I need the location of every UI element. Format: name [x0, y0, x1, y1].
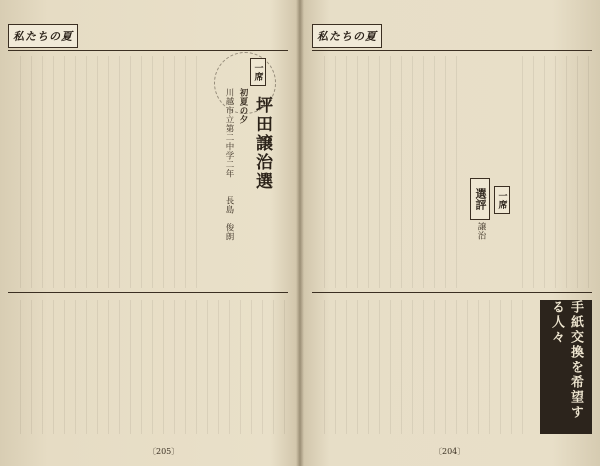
right-banner [312, 24, 382, 48]
left-name-list [10, 300, 288, 434]
left-top-rule [8, 50, 288, 51]
left-mid-rule [8, 292, 288, 293]
letter-exchange-label: 手紙交換を希望する人々 [549, 300, 583, 420]
right-name-list [314, 300, 532, 434]
left-award-box [250, 58, 266, 86]
right-upper-body-left [314, 56, 464, 288]
left-page [0, 0, 296, 466]
selector-title: 坪田譲治選 [252, 96, 272, 191]
right-page [304, 0, 600, 466]
review-title-box [470, 178, 490, 220]
right-mid-rule [312, 292, 592, 293]
poem-title: 初夏の夕 [238, 88, 248, 124]
left-page-number: 〔205〕 [148, 447, 180, 456]
review-title: 選評 [474, 188, 487, 210]
review-subtitle: 譲治 [476, 222, 486, 240]
right-banner-text: 私たちの夏 [317, 30, 377, 43]
binding-gutter [296, 0, 304, 466]
right-award-label: 一席 [496, 191, 507, 209]
poet-school: 川越市立第二中学二年 [224, 88, 234, 178]
left-award-label: 一席 [252, 63, 263, 81]
right-top-rule [312, 50, 592, 51]
left-banner [8, 24, 78, 48]
left-banner-text: 私たちの夏 [13, 30, 73, 43]
poet-name: 長島 俊朗 [224, 196, 234, 241]
right-upper-body-right [512, 56, 592, 288]
letter-exchange-panel [540, 300, 592, 434]
right-page-number: 〔204〕 [434, 447, 466, 456]
right-award-box [494, 186, 510, 214]
left-upper-body [10, 56, 200, 288]
